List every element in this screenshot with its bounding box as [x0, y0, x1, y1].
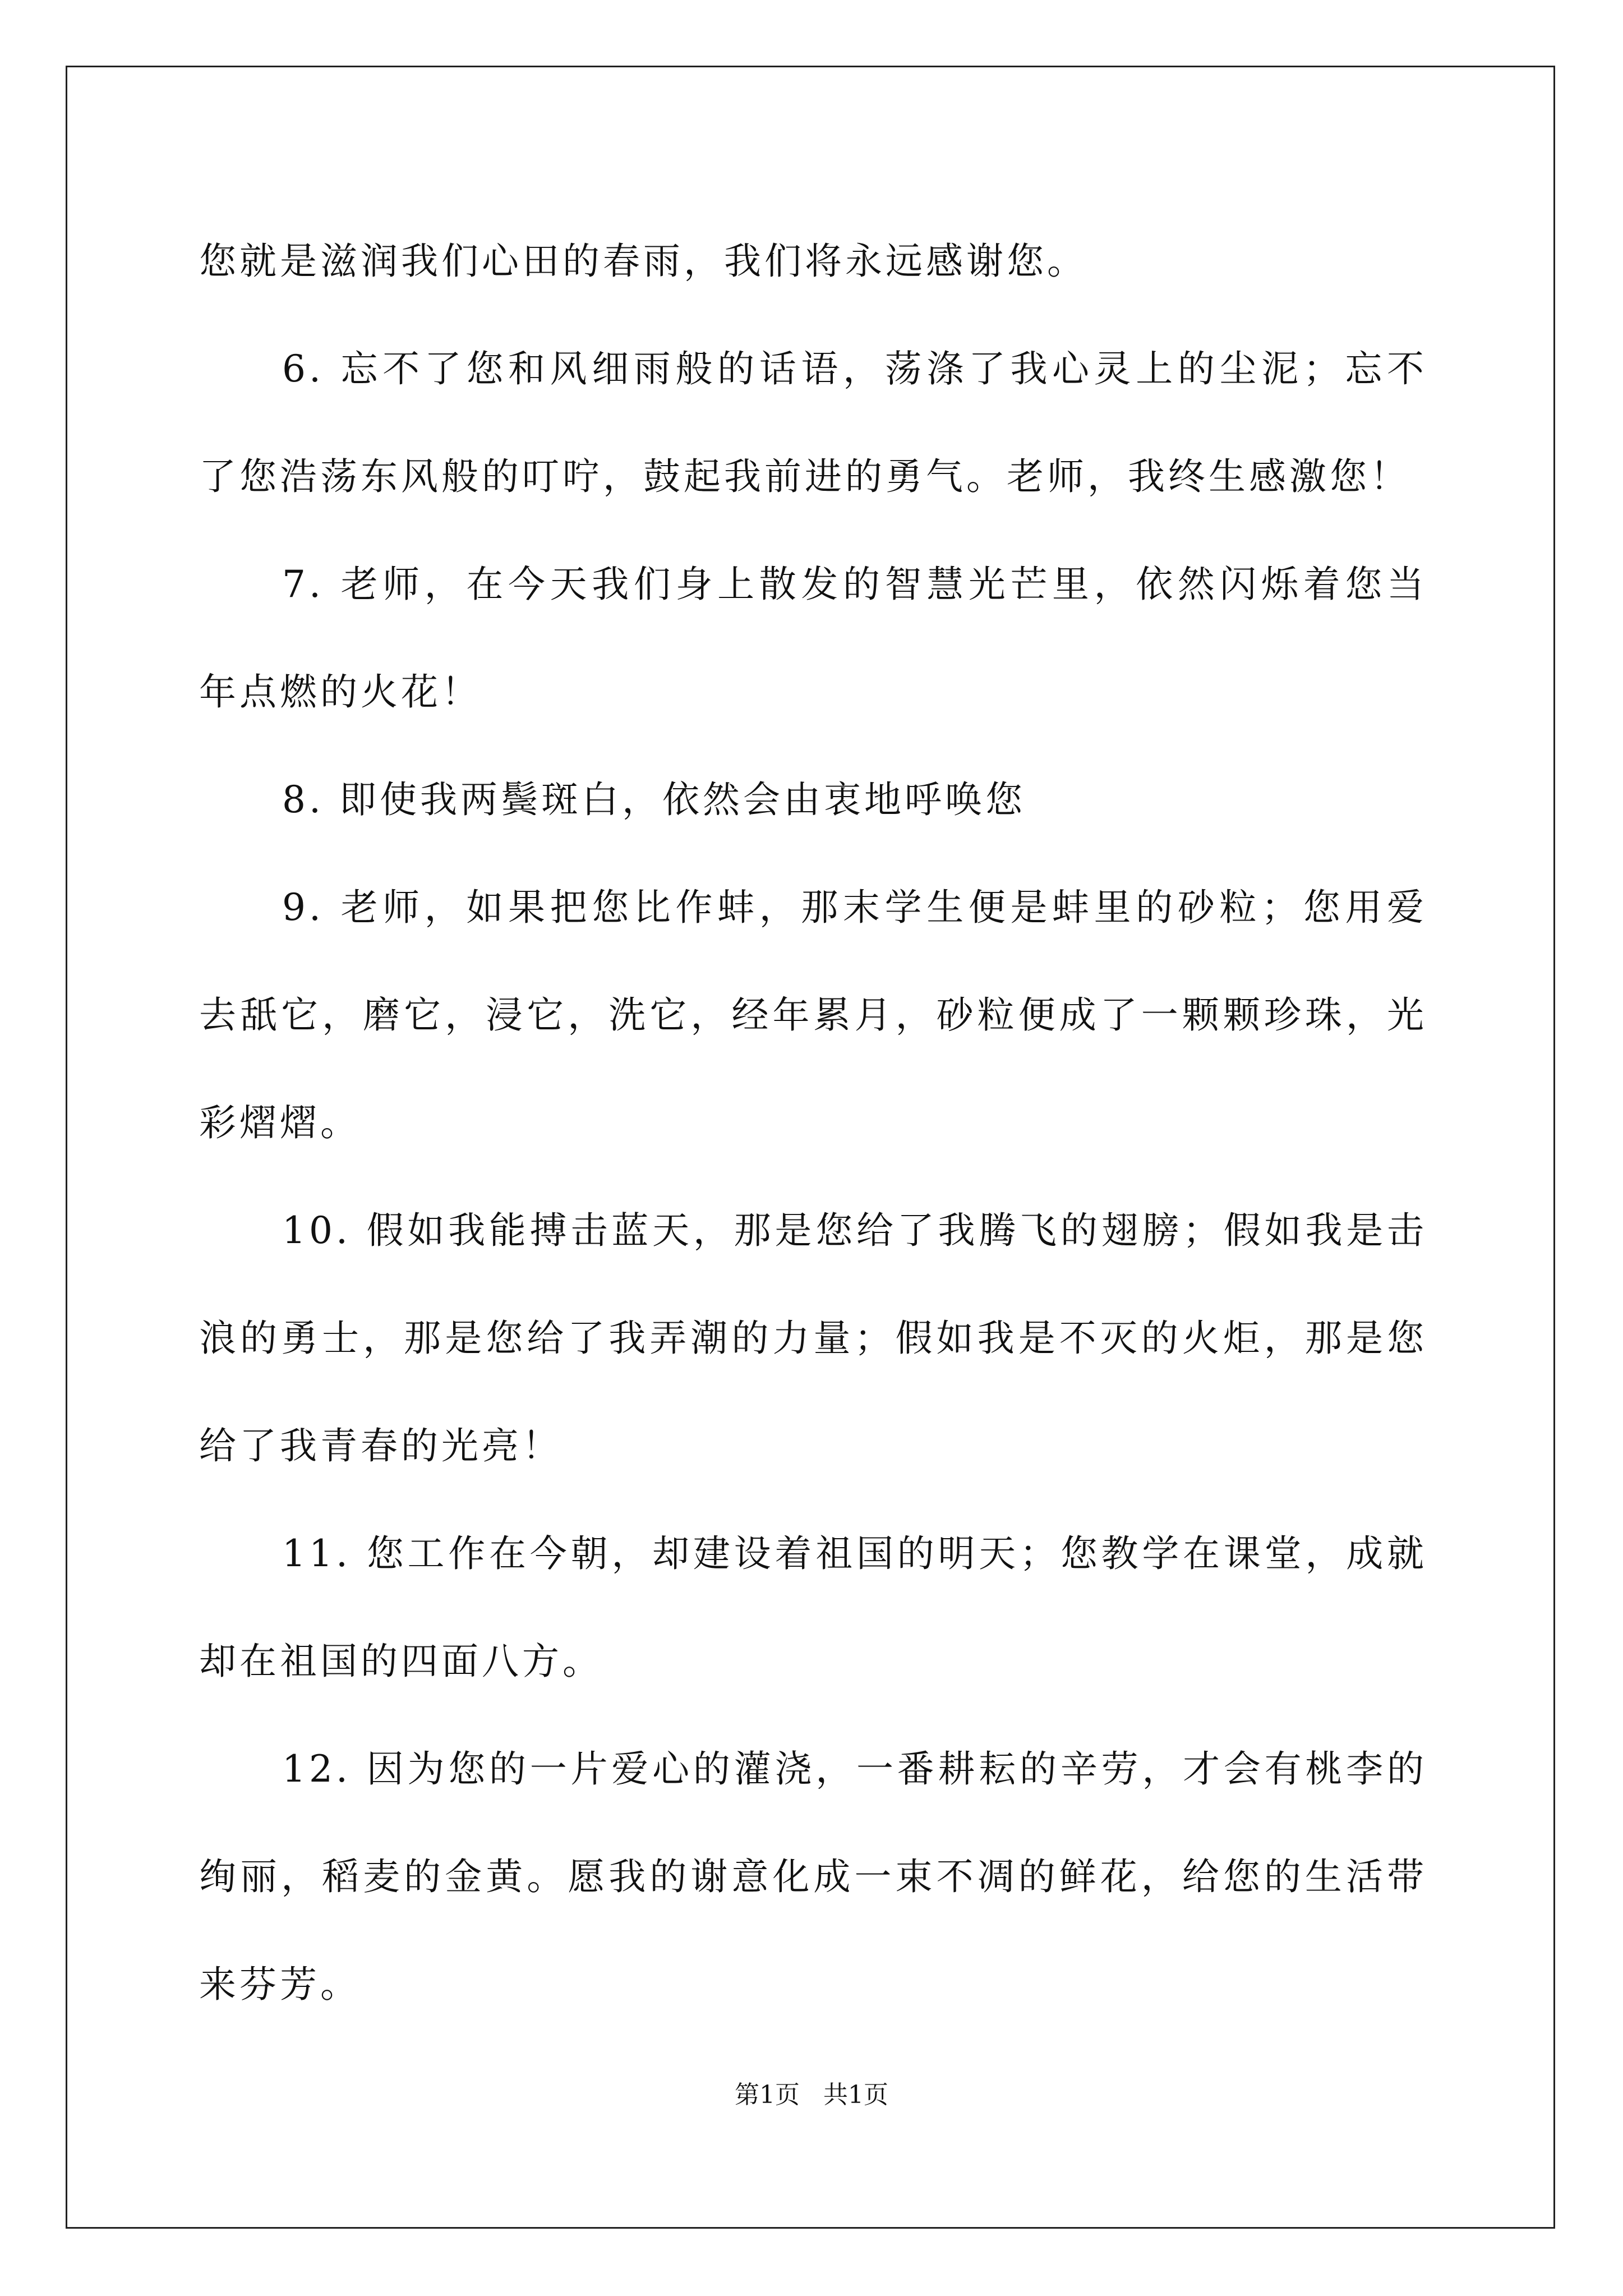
- document-body: [199, 208, 1427, 2039]
- paragraph: 7. 老师，在今天我们身上散发的智慧光芒里，依然闪烁着您当年点燃的火花！: [199, 563, 1427, 714]
- paragraph: 8. 即使我两鬓斑白，依然会由衷地呼唤您: [282, 778, 1026, 821]
- paragraph: 9. 老师，如果把您比作蚌，那末学生便是蚌里的砂粒；您用爱去舐它，磨它，浸它，洗它，经年累月，砂粒便成了一颗颗珍珠，光彩熠熠。: [199, 886, 1427, 1144]
- page-total: 共1页: [823, 2081, 888, 2109]
- paragraph: 12. 因为您的一片爱心的灌浇，一番耕耘的辛劳，才会有桃李的绚丽，稻麦的金黄。愿我的谢意化成一束不凋的鲜花，给您的生活带来芬芳。: [199, 1747, 1427, 2006]
- page-footer: [0, 2078, 1623, 2112]
- page-number: 第1页: [735, 2081, 800, 2109]
- paragraph: 您就是滋润我们心田的春雨，我们将永远感谢您。: [199, 240, 1087, 283]
- paragraph: 11. 您工作在今朝，却建设着祖国的明天；您教学在课堂，成就却在祖国的四面八方。: [199, 1532, 1427, 1683]
- paragraph: 6. 忘不了您和风细雨般的话语，荡涤了我心灵上的尘泥；忘不了您浩荡东风般的叮咛，鼓起我前进的勇气。老师，我终生感激您！: [199, 347, 1427, 498]
- paragraph: 10. 假如我能搏击蓝天，那是您给了我腾飞的翅膀；假如我是击浪的勇士，那是您给了我弄潮的力量；假如我是不灭的火炬，那是您给了我青春的光亮！: [199, 1209, 1427, 1467]
